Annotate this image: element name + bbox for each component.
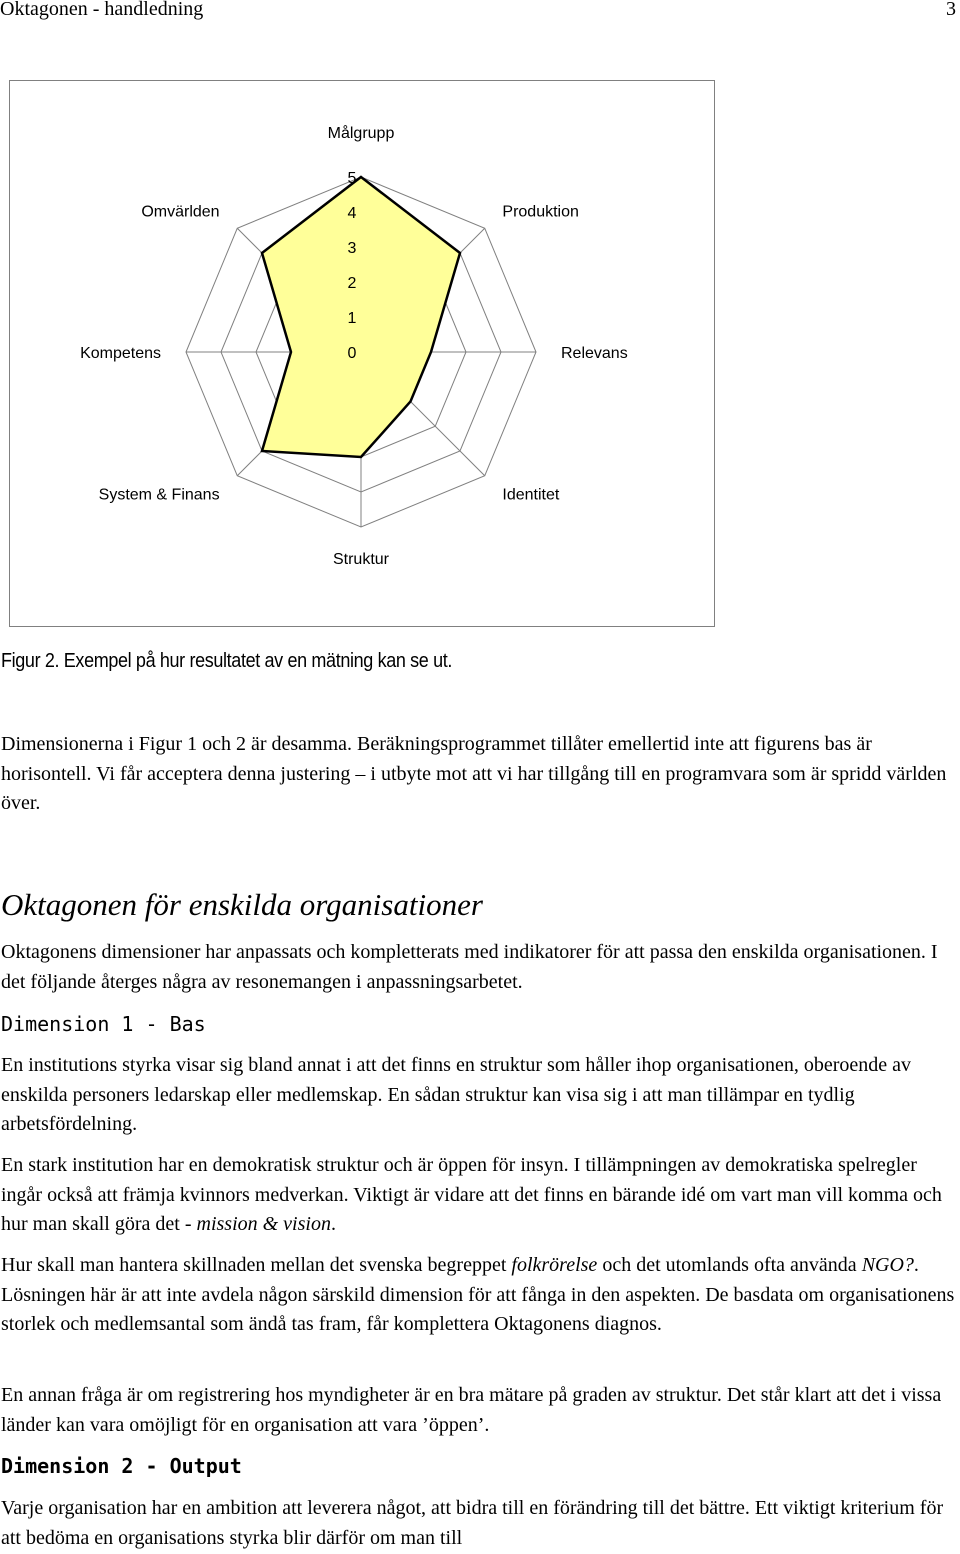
- text-run: . Lösningen här är att inte avdela någon särskild dimension för att fånga in den aspekten. De basdata om organisationens storlek och medlemsantal som ändå tas fram, får komplettera Oktagonens diagnos.: [1, 1254, 955, 1335]
- radar-axis-label: Målgrupp: [327, 125, 395, 142]
- radar-chart: [9, 80, 715, 627]
- radar-scale-tick: 4: [347, 205, 357, 222]
- text-run: och det utomlands ofta använda: [597, 1254, 862, 1276]
- text-run: En stark institution har en demokratisk struktur och är öppen för insyn. I tillämpningen av demokratiska spelregler ingår också att främja kvinnors medverkan. Viktigt är vidare att det finns en bärande idé om vart man vill komma och hur man skall göra det -: [1, 1154, 942, 1235]
- paragraph-dimensions: Dimensionerna i Figur 1 och 2 är desamma. Beräkningsprogrammet tillåter emellertid inte att figurens bas är horisontell. Vi får acceptera denna justering – i utbyte mot att vi har tillgång till en programvara som är spridd världen över.: [1, 733, 947, 814]
- text-run: Hur skall man hantera skillnaden mellan det svenska begreppet: [1, 1254, 512, 1276]
- radar-scale-tick: 5: [347, 170, 357, 187]
- dimension-2-heading: Dimension 2 - Output: [1, 1454, 242, 1478]
- radar-axis-label: Struktur: [332, 551, 390, 568]
- radar-axis-label: Omvärlden: [141, 203, 220, 221]
- paragraph-registration: En annan fråga är om registrering hos myndigheter är en bra mätare på graden av struktur. Det står klart att det i vissa länder kan vara omöjligt för en organisation att vara ’öppen’.: [1, 1384, 942, 1436]
- radar-axis-label: System & Finans: [98, 486, 220, 504]
- radar-scale-tick: 3: [347, 240, 357, 257]
- running-title: Oktagonen - handledning: [0, 0, 204, 20]
- radar-scale-tick: 0: [347, 345, 357, 362]
- paragraph-output: Varje organisation har en ambition att leverera något, att bidra till en förändring till det bättre. Ett viktigt kriterium för att bedöma en organisations styrka blir därför om man till: [1, 1497, 944, 1549]
- radar-data-polygon: [262, 177, 460, 457]
- paragraph-institution-strength: En institutions styrka visar sig bland annat i att det finns en struktur som håller ihop organisationen, oberoende av enskilda personers ledarskap eller medlemskap. En sådan struktur kan visa sig i att man tillämpar en tydlig arbetsfördelning.: [1, 1054, 912, 1135]
- radar-scale-tick: 2: [347, 275, 357, 292]
- paragraph-folkrorelse: [1, 1251, 959, 1340]
- radar-axis-label: Produktion: [502, 203, 579, 221]
- text-run: .: [330, 1213, 336, 1235]
- emphasis-ngo: NGO?: [861, 1254, 914, 1276]
- radar-series: [262, 177, 460, 457]
- dimension-1-heading: Dimension 1 - Bas: [1, 1012, 206, 1036]
- radar-scale-tick: 1: [347, 310, 357, 327]
- radar-axis-label: Relevans: [561, 345, 628, 362]
- page-number: 3: [946, 0, 956, 20]
- radar-axis-label: Kompetens: [80, 345, 161, 362]
- paragraph-democratic-structure: [1, 1151, 959, 1240]
- figure-caption: Figur 2. Exempel på hur resultatet av en mätning kan se ut.: [1, 650, 453, 672]
- emphasis-mission-vision: mission & vision: [196, 1213, 331, 1235]
- paragraph-adapted: Oktagonens dimensioner har anpassats och kompletterats med indikatorer för att passa den enskilda organisationen. I det följande återges några av resonemangen i anpassningsarbetet.: [1, 941, 938, 993]
- section-heading: Oktagonen för enskilda organisationer: [1, 887, 483, 922]
- emphasis-folkrorelse: folkrörelse: [511, 1254, 598, 1276]
- radar-axis-label: Identitet: [502, 486, 560, 504]
